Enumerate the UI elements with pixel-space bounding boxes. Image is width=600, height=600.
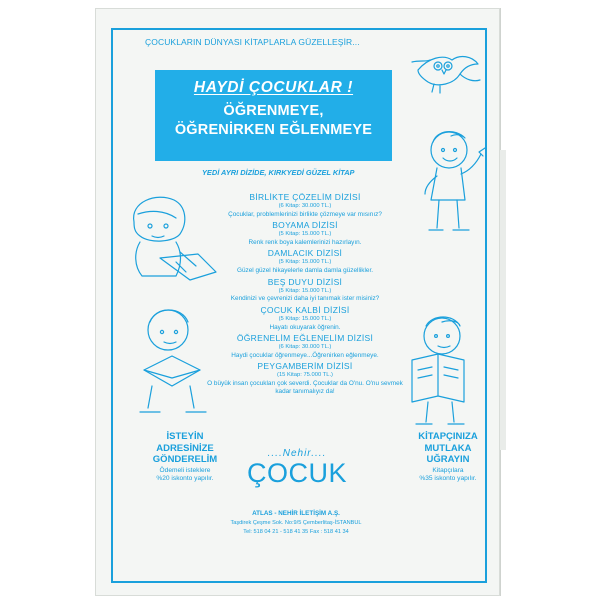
series-detail: (15 Kitap: 75.000 TL.) xyxy=(277,372,333,379)
series-description: Haydi çocuklar öğrenmeye...Öğrenirken eğlenmeye. xyxy=(231,351,379,359)
subtitle: YEDİ AYRI DİZİDE, KIRKYEDİ GÜZEL KİTAP xyxy=(202,168,355,177)
series-item xyxy=(202,333,408,360)
boy-reading-letter-icon xyxy=(130,300,225,425)
owl-icon xyxy=(408,40,483,95)
series-detail: (5 Kitap: 15.000 TL.) xyxy=(278,231,332,238)
logo-main-text: ÇOCUK xyxy=(246,458,347,488)
store-line-2: MUTLAKA xyxy=(424,442,472,454)
logo-top-text: ....Nehir.... xyxy=(267,448,327,459)
book-series-list xyxy=(202,192,408,398)
series-title: ÖĞRENELİM EĞLENELİM DİZİSİ xyxy=(236,333,374,344)
store-note-2: %35 iskonto yapılır. xyxy=(419,474,477,482)
series-description: Renk renk boya kalemlerinizi hazırlayın. xyxy=(248,239,362,246)
series-item xyxy=(202,277,408,304)
banner-line-2: ÖĞRENMEYE, xyxy=(223,103,324,119)
series-title: BİRLİKTE ÇÖZELİM DİZİSİ xyxy=(249,192,361,202)
store-line-1: KİTAPÇINIZA xyxy=(418,431,478,442)
series-detail: (5 Kitap: 15.000 TL.) xyxy=(278,315,332,322)
series-description: O büyük insan çocukları çok severdi. Çocuklar da O'nu. O'nu sevmek kadar tanımalıyız da! xyxy=(207,380,403,396)
series-detail: (5 Kitap: 15.000 TL.) xyxy=(278,259,332,266)
series-title: DAMLACIK DİZİSİ xyxy=(267,248,343,259)
order-by-mail-box xyxy=(140,431,230,483)
bookstore-box xyxy=(403,431,493,483)
order-note-1: Ödemeli isteklere xyxy=(159,466,211,474)
company-phone: Tel: 518 04 21 - 518 41 35 Fax : 518 41 34 xyxy=(243,529,349,535)
company-name: ATLAS - NEHİR İLETİŞİM A.Ş. xyxy=(252,510,340,517)
series-detail: (5 Kitap: 15.000 TL.) xyxy=(278,287,332,294)
series-item xyxy=(202,248,408,275)
banner-line-3: ÖĞRENİRKEN EĞLENMEYE xyxy=(174,122,373,138)
series-title: PEYGAMBERİM DİZİSİ xyxy=(257,361,353,372)
order-line-2: ADRESİNİZE xyxy=(156,442,214,454)
series-item xyxy=(202,361,408,397)
series-item xyxy=(202,305,408,332)
book-spine-edge xyxy=(500,150,506,450)
series-description: Güzel güzel hikayelerle damla damla güzellikler. xyxy=(236,267,374,275)
series-description: Çocuklar, problemlerinizi birlikte çözmeye var mısınız? xyxy=(228,210,382,218)
series-description: Hayatı okuyarak öğrenin. xyxy=(269,323,341,331)
series-title: BEŞ DUYU DİZİSİ xyxy=(267,276,343,287)
child-reading-book-icon xyxy=(398,310,488,430)
series-detail: (6 Kitap: 30.000 TL.) xyxy=(278,344,332,351)
series-description: Kendinizi ve çevrenizi daha iyi tanımak ister misiniz? xyxy=(230,295,380,303)
banner-line-1: HAYDİ ÇOCUKLAR ! xyxy=(193,79,354,96)
series-detail: (6 Kitap: 30.000 TL.) xyxy=(278,203,332,209)
tagline: ÇOCUKLARIN DÜNYASI KİTAPLARLA GÜZELLEŞİR... xyxy=(145,37,360,47)
series-item xyxy=(202,220,408,247)
store-line-3: UĞRAYIN xyxy=(426,454,470,465)
series-title: ÇOCUK KALBİ DİZİSİ xyxy=(260,304,350,315)
series-title: BOYAMA DİZİSİ xyxy=(272,220,338,231)
series-item xyxy=(202,192,408,219)
order-line-1: İSTEYİN xyxy=(166,431,204,442)
order-line-3: GÖNDERELİM xyxy=(152,454,218,465)
boy-pointing-icon xyxy=(415,122,490,242)
order-note-2: %20 iskonto yapılır. xyxy=(156,474,214,482)
headline-banner xyxy=(155,70,392,161)
publisher-footer xyxy=(222,509,370,537)
publisher-logo xyxy=(232,448,362,487)
company-address: Taşdirek Çeşme Sok. No:9/5 Çemberlitaş-İSTANBUL xyxy=(230,520,362,526)
store-note-1: Kitapçılara xyxy=(432,466,464,474)
